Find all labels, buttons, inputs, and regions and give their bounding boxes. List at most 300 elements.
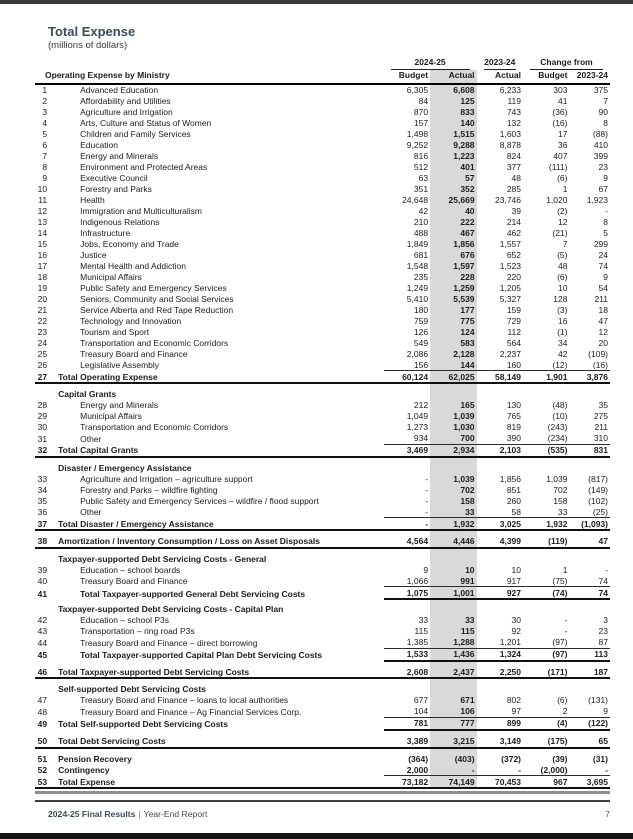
cell-chg_py: 3 [603, 615, 608, 626]
row-number: 18 [37, 271, 48, 282]
table-row [35, 648, 610, 660]
row-label: Contingency [58, 765, 110, 776]
cell-actual_py: 260 [506, 495, 522, 506]
row-label: Education – school boards [80, 564, 181, 575]
row-number: 52 [37, 765, 48, 776]
cell-actual_py: 2,237 [499, 348, 522, 359]
cell-actual_py: 1,603 [499, 128, 522, 139]
cell-budget: 1,533 [384, 648, 430, 660]
row-label: Total Taxpayer-supported Capital Plan Debt Servicing Costs [80, 650, 323, 661]
cell-budget: 115 [414, 626, 429, 637]
row-label: Capital Grants [58, 389, 117, 400]
row-label: Treasury Board and Finance – Ag Financial Services Corp. [80, 706, 302, 717]
cell-actual_py: 3,025 [477, 518, 523, 530]
cell-actual_py: 39 [511, 205, 522, 216]
cell-budget: - [384, 518, 430, 530]
cell-actual_py: 652 [506, 249, 522, 260]
cell-budget: 126 [413, 326, 429, 337]
cell-budget: 1,273 [406, 422, 429, 433]
group-header-row [35, 57, 610, 70]
cell-actual: 702 [430, 484, 476, 495]
expense-table [35, 57, 610, 789]
table-row [35, 118, 610, 129]
cell-chg_py: 87 [569, 637, 610, 648]
cell-actual_py: 851 [506, 484, 522, 495]
page-subtitle: (millions of dollars) [48, 40, 128, 51]
cell-actual: 5,539 [430, 293, 476, 304]
table-row [35, 260, 610, 271]
cell-actual: 57 [430, 172, 476, 183]
cell-chg_py: (1,093) [569, 518, 610, 530]
cell-actual: 1,223 [430, 150, 476, 161]
cell-actual [430, 457, 476, 474]
cell-chg_py: (109) [588, 348, 608, 359]
cell-actual: 676 [430, 249, 476, 260]
cell-actual_py: (372) [501, 753, 522, 764]
cell-chg_py [569, 383, 610, 400]
row-label: Taxpayer-supported Debt Servicing Costs - General [58, 553, 267, 564]
row-label: Agriculture and Irrigation [80, 106, 173, 117]
table-row [35, 615, 610, 626]
cell-chg_py: 831 [569, 444, 610, 456]
table-row [35, 637, 610, 648]
table-row [35, 348, 610, 359]
footer-report-name: 2024-25 Final Results | Year-End Report [48, 809, 208, 819]
cell-actual: 228 [430, 271, 476, 282]
cell-budget: 2,000 [384, 764, 430, 775]
column-header-actual: Actual [430, 70, 476, 84]
column-header-row [35, 70, 610, 84]
cell-actual: 1,932 [430, 518, 476, 530]
cell-budget: 1,849 [406, 238, 429, 249]
cell-actual: 33 [430, 506, 476, 517]
cell-actual [430, 383, 476, 400]
cell-budget: 3,389 [384, 730, 430, 748]
row-number: 4 [42, 117, 48, 128]
row-number: 28 [37, 400, 48, 411]
table-row [35, 216, 610, 227]
cell-chg_py: 410 [593, 139, 608, 150]
cell-chg_budget: - [564, 626, 568, 637]
column-header-change-budget: Budget [523, 70, 569, 84]
row-label: Legislative Assembly [80, 360, 160, 371]
row-label: Treasury Board and Finance [80, 348, 188, 359]
cell-chg_budget: (39) [552, 753, 568, 764]
row-label: Seniors, Community and Social Services [80, 293, 234, 304]
cell-actual: 2,437 [430, 661, 476, 679]
cell-budget: 1,049 [406, 411, 429, 422]
cell-budget: 759 [413, 315, 429, 326]
cell-chg_py: 65 [569, 730, 610, 748]
cell-chg_py: 23 [598, 161, 608, 172]
cell-chg_py: (88) [592, 128, 608, 139]
row-number: 48 [37, 706, 48, 717]
cell-chg_budget: 1 [562, 564, 568, 575]
cell-actual_py: 220 [506, 271, 522, 282]
table-row [35, 575, 610, 586]
cell-chg_budget: 1,020 [546, 194, 568, 205]
row-number: 14 [37, 227, 48, 238]
cell-chg_budget: (2,000) [523, 764, 569, 775]
cell-chg_budget: 1,039 [546, 473, 568, 484]
cell-chg_budget: (10) [552, 411, 568, 422]
column-header-actual-py: Actual [477, 70, 523, 84]
cell-chg_py: 3,876 [569, 371, 610, 383]
row-number: 24 [37, 337, 48, 348]
cell-actual: 1,039 [430, 411, 476, 422]
row-label: Total Self-supported Debt Servicing Costs [58, 719, 228, 730]
cell-actual: 106 [430, 706, 476, 717]
cell-chg_budget: 158 [553, 495, 568, 506]
row-number [35, 457, 48, 474]
cell-chg_py: (16) [569, 359, 610, 370]
row-label: Treasury Board and Finance – loans to local authorities [80, 695, 289, 706]
cell-budget: - [384, 506, 430, 517]
row-label: Transportation and Economic Corridors [80, 337, 229, 348]
row-label: Immigration and Multiculturalism [80, 205, 202, 216]
cell-actual: 352 [430, 183, 476, 194]
cell-budget: 157 [413, 117, 429, 128]
cell-actual: 1,039 [430, 473, 476, 484]
row-label: Treasury Board and Finance [80, 576, 188, 587]
cell-actual [430, 548, 476, 565]
row-number: 11 [38, 194, 48, 205]
cell-chg_budget: (4) [523, 718, 569, 730]
cell-actual_py: 30 [511, 615, 522, 626]
cell-budget: 1,249 [406, 282, 429, 293]
cell-budget [384, 457, 430, 474]
cell-budget: 9 [423, 564, 429, 575]
cell-actual: 991 [430, 575, 476, 586]
cell-actual_py: 285 [506, 183, 522, 194]
table-row [35, 730, 610, 748]
cell-actual: 401 [430, 161, 476, 172]
row-label: Total Capital Grants [48, 444, 383, 456]
cell-actual: 1,436 [430, 648, 476, 660]
table-row [35, 183, 610, 194]
cell-budget: 934 [384, 433, 430, 444]
cell-actual: 6,608 [430, 84, 476, 96]
cell-actual_py: 1,523 [499, 260, 522, 271]
cell-actual_py [477, 457, 523, 474]
table-row [35, 337, 610, 348]
row-number: 44 [37, 637, 48, 648]
cell-actual: 671 [430, 695, 476, 706]
row-label: Service Alberta and Red Tape Reduction [80, 304, 234, 315]
column-header-budget: Budget [384, 70, 430, 84]
table-row [35, 718, 610, 730]
row-number: 29 [37, 411, 48, 422]
cell-budget: 512 [413, 161, 429, 172]
cell-actual_py: 564 [506, 337, 522, 348]
cell-budget: 1,548 [406, 260, 429, 271]
cell-budget: 212 [413, 400, 429, 411]
cell-chg_py: 9 [603, 172, 608, 183]
cell-actual_py: 23,746 [495, 194, 522, 205]
cell-actual: 583 [430, 337, 476, 348]
row-label: Tourism and Sport [80, 326, 150, 337]
page-footer [35, 800, 610, 819]
table-row [35, 695, 610, 706]
row-label: Arts, Culture and Status of Women [80, 117, 212, 128]
cell-chg_py: (131) [588, 695, 608, 706]
cell-chg_py: 20 [598, 337, 608, 348]
cell-actual [430, 678, 476, 695]
cell-budget: 870 [413, 106, 429, 117]
row-number: 33 [37, 473, 48, 484]
cell-budget: 1,075 [384, 587, 430, 599]
cell-actual: 10 [430, 564, 476, 575]
table-row [35, 315, 610, 326]
cell-chg_py: 299 [593, 238, 608, 249]
cell-chg_py: 74 [569, 575, 610, 586]
row-number: 20 [37, 293, 48, 304]
row-label: Public Safety and Emergency Services [80, 282, 227, 293]
row-number: 27 [35, 371, 48, 383]
table-row [35, 433, 610, 444]
cell-chg_py: 275 [593, 411, 608, 422]
cell-budget: 84 [418, 95, 429, 106]
row-number: 21 [37, 304, 48, 315]
row-label: Total Debt Servicing Costs [48, 730, 383, 748]
row-label: Executive Council [80, 172, 148, 183]
cell-actual: 158 [430, 495, 476, 506]
row-number: 34 [37, 484, 48, 495]
column-header-ministry: Operating Expense by Ministry [35, 70, 384, 84]
table-row [35, 411, 610, 422]
cell-actual_py: 1,205 [499, 282, 522, 293]
row-number: 23 [37, 326, 48, 337]
row-label: Energy and Minerals [80, 150, 159, 161]
cell-chg_py: (149) [588, 484, 608, 495]
cell-actual: 124 [430, 326, 476, 337]
table-row [35, 484, 610, 495]
cell-chg_py: 3,695 [569, 776, 610, 788]
table-row [35, 172, 610, 183]
table-row [35, 530, 610, 548]
cell-budget: 488 [413, 227, 429, 238]
row-label: Mental Health and Addiction [80, 260, 186, 271]
row-label: Total Disaster / Emergency Assistance [48, 518, 383, 530]
row-label: Amortization / Inventory Consumption / Loss on Asset Disposals [48, 530, 383, 548]
row-number [35, 599, 48, 615]
cell-budget: 104 [384, 706, 430, 717]
table-row [35, 107, 610, 118]
cell-actual_py [477, 548, 523, 565]
row-label: Education [80, 139, 118, 150]
cell-actual_py: 743 [506, 106, 522, 117]
cell-actual: 144 [430, 359, 476, 370]
cell-actual_py: 917 [477, 575, 523, 586]
row-number: 9 [42, 172, 48, 183]
table-row [35, 129, 610, 140]
cell-chg_budget: 41 [558, 95, 568, 106]
row-number: 19 [37, 282, 48, 293]
cell-chg_py: 310 [569, 433, 610, 444]
row-number: 7 [42, 150, 48, 161]
row-number: 45 [37, 650, 48, 661]
row-label: Forestry and Parks – wildfire fighting [80, 484, 218, 495]
row-label: Pension Recovery [58, 753, 132, 764]
table-row [35, 359, 610, 370]
table-row [35, 661, 610, 679]
cell-actual_py: 1,856 [499, 473, 522, 484]
cell-budget: 9,252 [406, 139, 429, 150]
row-number: 37 [35, 518, 48, 530]
cell-chg_budget: (234) [523, 433, 569, 444]
cell-actual: 125 [430, 96, 476, 107]
cell-chg_py: 399 [593, 150, 608, 161]
cell-budget: 816 [413, 150, 429, 161]
cell-budget: 63 [418, 172, 429, 183]
table-row [35, 140, 610, 151]
cell-chg_budget: (12) [523, 359, 569, 370]
cell-chg_py: (25) [569, 506, 610, 517]
cell-actual: 1,259 [430, 282, 476, 293]
cell-actual_py: 119 [507, 95, 522, 106]
row-number: 3 [42, 106, 48, 117]
table-row [35, 293, 610, 304]
row-number: 32 [35, 444, 48, 456]
cell-actual_py: 70,453 [477, 776, 523, 788]
cell-actual: 4,446 [430, 530, 476, 548]
cell-actual: 25,669 [430, 194, 476, 205]
cell-chg_py: 47 [598, 315, 608, 326]
cell-chg_py [569, 678, 610, 695]
group-header-change-from: Change from [523, 57, 610, 70]
cell-chg_py: 9 [569, 706, 610, 717]
cell-chg_py: (817) [588, 473, 608, 484]
table-row [35, 249, 610, 260]
cell-actual [430, 599, 476, 615]
row-number [35, 548, 48, 565]
row-number: 22 [37, 315, 48, 326]
row-number: 30 [37, 422, 48, 433]
cell-actual: 222 [430, 216, 476, 227]
cell-chg_budget: - [564, 615, 568, 626]
row-number: 31 [37, 433, 48, 444]
row-number: 26 [37, 360, 48, 371]
cell-actual_py: 5,327 [499, 293, 522, 304]
cell-actual: 165 [430, 400, 476, 411]
row-number: 10 [37, 183, 48, 194]
row-label: Self-supported Debt Servicing Costs [58, 684, 206, 695]
cell-actual_py: 6,233 [499, 84, 522, 95]
cell-actual: 1,030 [430, 422, 476, 433]
table-row [35, 227, 610, 238]
cell-budget: 4,564 [384, 530, 430, 548]
table-row [35, 84, 610, 96]
row-number: 8 [42, 161, 48, 172]
cell-chg_py: 24 [598, 249, 608, 260]
row-label: Total Taxpayer-supported Debt Servicing Costs [48, 661, 383, 679]
cell-chg_py: 67 [598, 183, 608, 194]
cell-actual_py [477, 599, 523, 615]
cell-chg_budget: 17 [558, 128, 568, 139]
cell-budget: 1,066 [384, 575, 430, 586]
cell-budget: 549 [413, 337, 429, 348]
cell-chg_budget: 42 [558, 348, 568, 359]
cell-chg_budget: (97) [523, 637, 569, 648]
table-row [35, 626, 610, 637]
cell-chg_py: 18 [598, 304, 608, 315]
cell-actual_py: 1,201 [477, 637, 523, 648]
row-number: 15 [37, 238, 48, 249]
table-row [35, 473, 610, 484]
cell-actual: 1,597 [430, 260, 476, 271]
cell-chg_budget: 34 [558, 337, 568, 348]
cell-actual_py: - [477, 764, 523, 775]
section-header-row [35, 383, 610, 400]
section-header-row [35, 548, 610, 565]
cell-chg_budget: (243) [547, 422, 568, 433]
cell-budget [384, 548, 430, 565]
cell-actual: 74,149 [430, 776, 476, 788]
cell-chg_budget: (97) [523, 648, 569, 660]
row-label: Technology and Innovation [80, 315, 182, 326]
cell-chg_budget: (75) [523, 575, 569, 586]
cell-actual_py: 802 [506, 695, 522, 706]
table-row [35, 587, 610, 599]
cell-actual_py: 132 [506, 117, 522, 128]
cell-budget: 180 [413, 304, 429, 315]
cell-actual_py: 58 [477, 506, 523, 517]
cell-actual: 775 [430, 315, 476, 326]
cell-actual_py: 824 [506, 150, 522, 161]
table-row [35, 161, 610, 172]
cell-chg_budget: 1 [562, 183, 568, 194]
cell-budget: 3,469 [384, 444, 430, 456]
cell-chg_budget: (1) [557, 326, 568, 337]
row-number [35, 383, 48, 400]
cell-chg_py: 375 [593, 84, 608, 95]
row-label: Transportation and Economic Corridors [80, 422, 229, 433]
cell-budget: (364) [408, 753, 429, 764]
table-row [35, 444, 610, 456]
cell-chg_py: 5 [603, 227, 608, 238]
cell-chg_budget: 967 [523, 776, 569, 788]
cell-actual: 1,288 [430, 637, 476, 648]
cell-chg_py: - [569, 764, 610, 775]
cell-budget: 1,498 [406, 128, 429, 139]
row-label: Education – school P3s [80, 615, 169, 626]
table-bottom-rule [35, 791, 610, 794]
row-number: 41 [37, 588, 48, 599]
cell-actual_py: 159 [506, 304, 522, 315]
cell-chg_py: 211 [594, 422, 608, 433]
row-label: Affordability and Utilities [80, 95, 171, 106]
cell-chg_budget: (119) [523, 530, 569, 548]
cell-actual: 1,515 [430, 129, 476, 140]
cell-chg_budget: (175) [523, 730, 569, 748]
page-top-border [0, 0, 633, 4]
row-number: 53 [35, 776, 48, 788]
section-header-row [35, 599, 610, 615]
row-number: 6 [42, 139, 48, 150]
table-row [35, 764, 610, 775]
cell-chg_budget: 128 [553, 293, 568, 304]
cell-budget: 210 [413, 216, 429, 227]
row-label: Total Expense [48, 776, 383, 788]
cell-actual: 115 [430, 626, 476, 637]
cell-budget: 781 [384, 718, 430, 730]
table-row [35, 326, 610, 337]
cell-chg_py: 7 [603, 95, 608, 106]
cell-chg_py: 12 [598, 326, 608, 337]
cell-budget: 681 [413, 249, 429, 260]
cell-chg_py: 8 [603, 117, 608, 128]
cell-budget: 351 [413, 183, 429, 194]
